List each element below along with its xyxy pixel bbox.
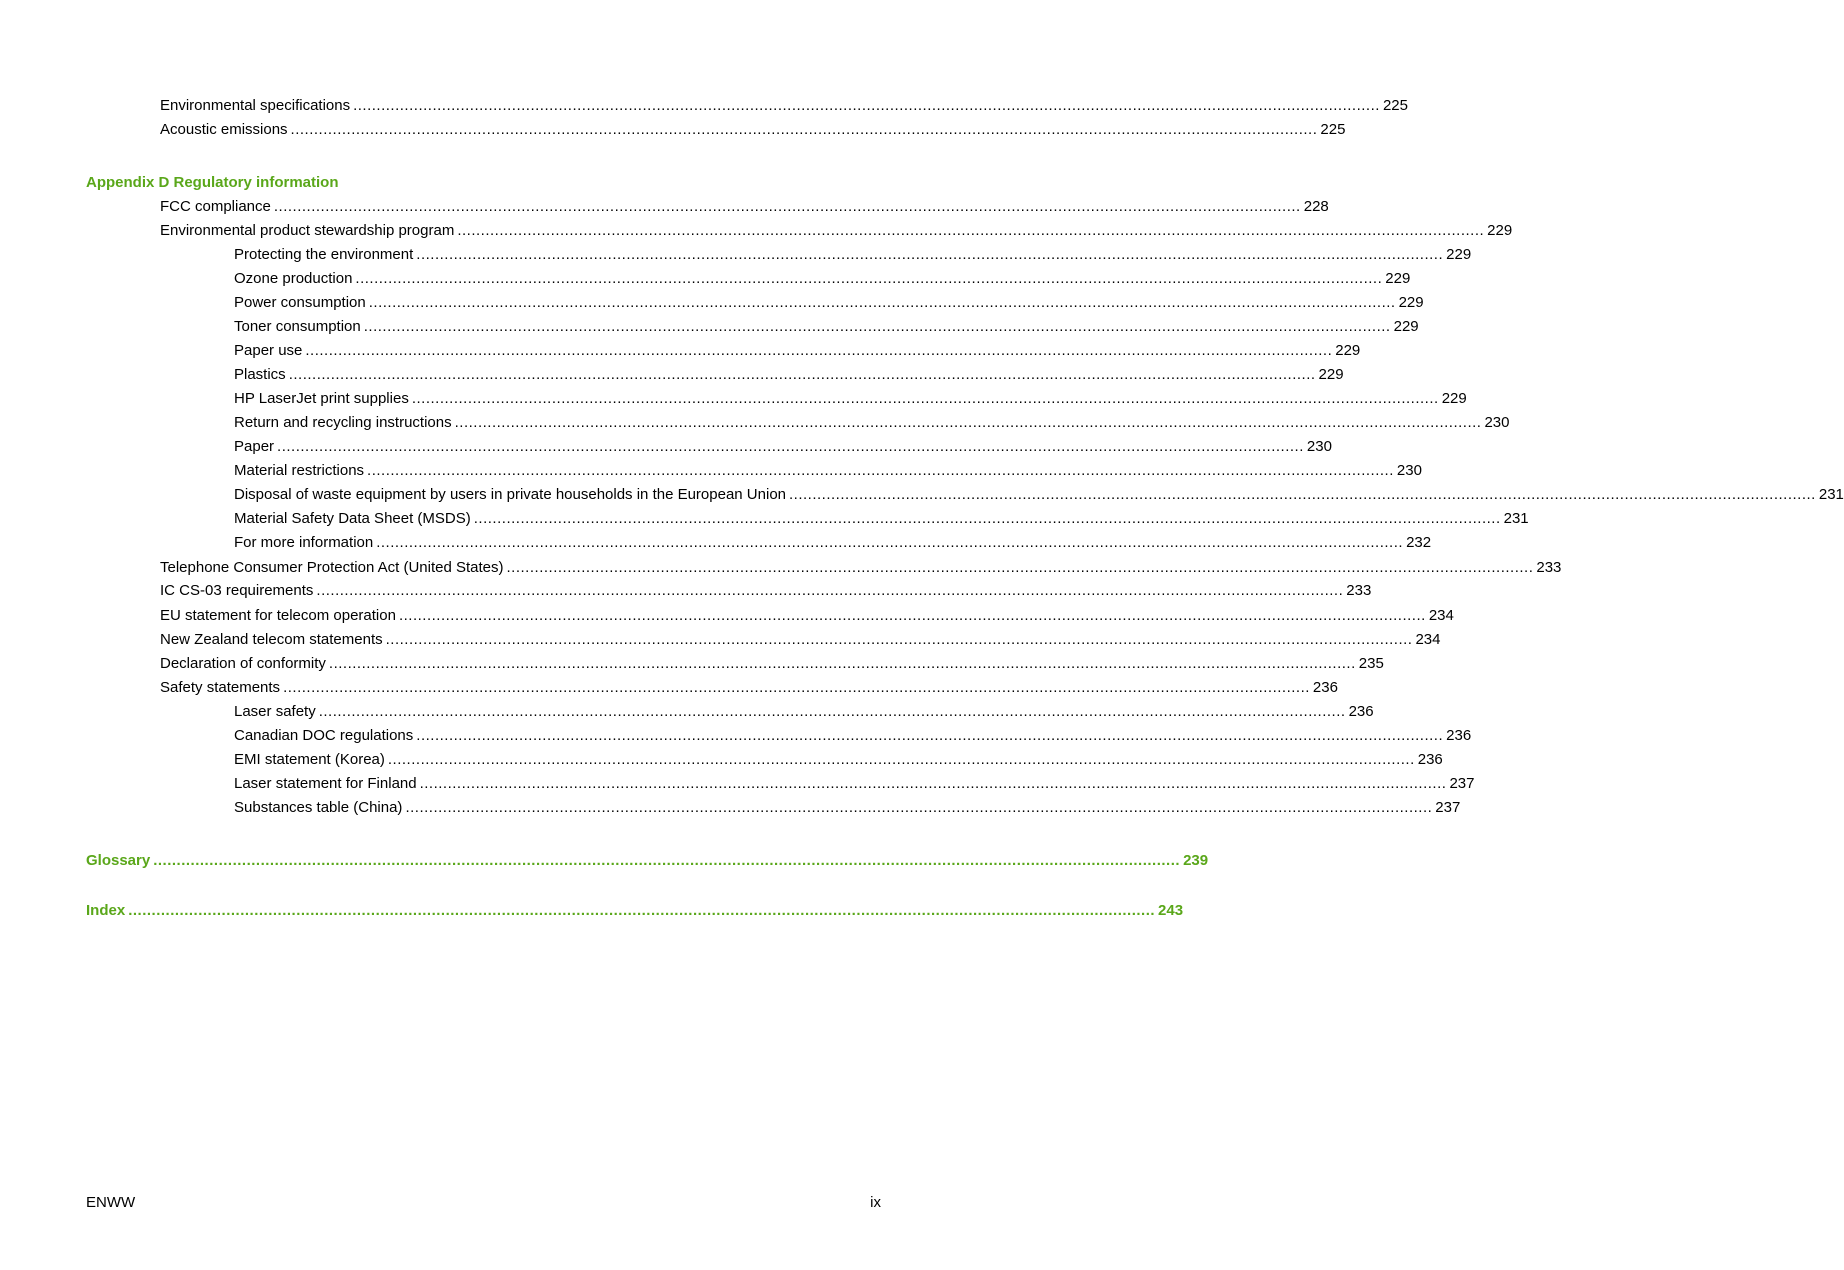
toc-entry[interactable] (160, 631, 1441, 649)
toc-entry[interactable] (234, 751, 1443, 769)
toc-entry[interactable] (234, 462, 1422, 480)
toc-entry-page: 234 (1415, 631, 1441, 648)
toc-leader-dots: ............................................................................................................................................................................................................................ (473, 510, 1501, 527)
toc-leader-dots: ............................................................................................................................................................................................................................ (316, 582, 1344, 599)
toc-entry-page: 232 (1406, 534, 1432, 551)
toc-index-entry[interactable] (86, 902, 1184, 920)
toc-leader-dots: ............................................................................................................................................................................................................................ (363, 318, 1391, 335)
toc-entry-title: Environmental product stewardship program (160, 222, 455, 239)
toc-leader-dots: ............................................................................................................................................................................................................................ (305, 342, 1333, 359)
toc-entry-title: Paper (234, 438, 275, 455)
toc-leader-dots: ............................................................................................................................................................................................................................ (128, 902, 1156, 919)
toc-entry-page: 233 (1536, 559, 1562, 576)
toc-entry-title: Safety statements (160, 679, 281, 696)
toc-entry-page: 231 (1818, 486, 1844, 503)
toc-leader-dots: ............................................................................................................................................................................................................................ (376, 534, 1404, 551)
toc-entry-title: Disposal of waste equipment by users in private households in the European Union (234, 486, 786, 503)
toc-entry-title: Toner consumption (234, 318, 361, 335)
toc-entry[interactable] (160, 559, 1562, 577)
toc-leader-dots: ............................................................................................................................................................................................................................ (288, 366, 1316, 383)
toc-leader-dots: ............................................................................................................................................................................................................................ (355, 270, 1383, 287)
toc-entry-page: 243 (1158, 902, 1184, 919)
toc-entry-title: Substances table (China) (234, 799, 403, 816)
toc-entry[interactable] (234, 390, 1467, 408)
toc-entry-title: New Zealand telecom statements (160, 631, 383, 648)
toc-leader-dots: ............................................................................................................................................................................................................................ (398, 607, 1426, 624)
toc-entry[interactable] (234, 414, 1510, 432)
toc-leader-dots: ............................................................................................................................................................................................................................ (387, 751, 1415, 768)
toc-entry-page: 231 (1503, 510, 1529, 527)
toc-entry-page: 229 (1487, 222, 1513, 239)
toc-entry-page: 229 (1398, 294, 1424, 311)
toc-entry-page: 225 (1320, 121, 1346, 138)
toc-entry[interactable] (234, 294, 1424, 312)
toc-entry-page: 230 (1306, 438, 1332, 455)
toc-entry-page: 236 (1348, 703, 1374, 720)
toc-leader-dots: ............................................................................................................................................................................................................................ (454, 414, 1482, 431)
toc-leader-dots: ............................................................................................................................................................................................................................ (411, 390, 1439, 407)
toc-entry[interactable] (234, 270, 1411, 288)
toc-entry[interactable] (234, 246, 1472, 264)
toc-glossary-entry[interactable] (86, 852, 1209, 870)
toc-entry[interactable] (234, 342, 1361, 360)
toc-entry[interactable] (160, 582, 1372, 600)
toc-entry-title: Paper use (234, 342, 303, 359)
toc-entry-page: 236 (1312, 679, 1338, 696)
toc-entry-page: 239 (1183, 852, 1209, 869)
toc-entry-title: Power consumption (234, 294, 366, 311)
toc-entry-page: 237 (1449, 775, 1475, 792)
toc-entry[interactable] (234, 727, 1472, 745)
toc-leader-dots: ............................................................................................................................................................................................................................ (457, 222, 1485, 239)
toc-entry[interactable] (234, 318, 1419, 336)
toc-entry-title: Laser safety (234, 703, 316, 720)
toc-entry-title: IC CS-03 requirements (160, 582, 314, 599)
toc-entry-page: 230 (1396, 462, 1422, 479)
toc-entry[interactable] (160, 679, 1338, 697)
toc-entry-title: Acoustic emissions (160, 121, 288, 138)
toc-entry-page: 234 (1428, 607, 1454, 624)
toc-leader-dots: ............................................................................................................................................................................................................................ (328, 655, 1356, 672)
toc-entry-page: 235 (1358, 655, 1384, 672)
toc-entry[interactable] (234, 775, 1475, 793)
toc-entry[interactable] (234, 438, 1332, 456)
toc-entry[interactable] (234, 534, 1432, 552)
toc-entry-page: 228 (1303, 198, 1329, 215)
toc-leader-dots: ............................................................................................................................................................................................................................ (290, 121, 1318, 138)
footer-page-number: ix (870, 1194, 881, 1211)
toc-entry-title: Canadian DOC regulations (234, 727, 414, 744)
toc-entry-title: Laser statement for Finland (234, 775, 417, 792)
toc-entry-title: Protecting the environment (234, 246, 414, 263)
toc-entry[interactable] (234, 486, 1844, 504)
toc-leader-dots: ............................................................................................................................................................................................................................ (277, 438, 1304, 455)
toc-entry-page: 229 (1385, 270, 1411, 287)
toc-entry-page: 229 (1393, 318, 1419, 335)
toc-entry-title: HP LaserJet print supplies (234, 390, 409, 407)
toc-leader-dots: ............................................................................................................................................................................................................................ (416, 246, 1444, 263)
toc-entry-page: 230 (1484, 414, 1510, 431)
toc-entry[interactable] (234, 703, 1374, 721)
toc-entry[interactable] (160, 655, 1384, 673)
toc-entry-title: Telephone Consumer Protection Act (United States) (160, 559, 504, 576)
toc-leader-dots: ............................................................................................................................................................................................................................ (273, 198, 1301, 215)
toc-leader-dots: ............................................................................................................................................................................................................................ (506, 559, 1534, 576)
toc-entry-page: 237 (1435, 799, 1461, 816)
toc-entry-page: 229 (1441, 390, 1467, 407)
toc-entry-title: Index (86, 902, 126, 919)
toc-entry-page: 225 (1382, 97, 1408, 114)
toc-leader-dots: ............................................................................................................................................................................................................................ (405, 799, 1433, 816)
toc-leader-dots: ............................................................................................................................................................................................................................ (385, 631, 1413, 648)
toc-entry-title: Declaration of conformity (160, 655, 326, 672)
toc-entry-page: 236 (1446, 727, 1472, 744)
toc-leader-dots: ............................................................................................................................................................................................................................ (367, 462, 1394, 479)
toc-entry[interactable] (160, 97, 1408, 115)
toc-leader-dots: ............................................................................................................................................................................................................................ (416, 727, 1444, 744)
toc-entry-title: Plastics (234, 366, 286, 383)
toc-leader-dots: ............................................................................................................................................................................................................................ (368, 294, 1396, 311)
toc-entry-title: For more information (234, 534, 374, 551)
toc-entry-title: Environmental specifications (160, 97, 351, 114)
toc-entry-page: 236 (1417, 751, 1443, 768)
toc-entry-title: EMI statement (Korea) (234, 751, 385, 768)
toc-entry-page: 233 (1346, 582, 1372, 599)
toc-entry[interactable] (160, 607, 1454, 625)
toc-entry[interactable] (234, 366, 1344, 384)
toc-entry[interactable] (234, 799, 1461, 817)
toc-entry-title: Ozone production (234, 270, 353, 287)
toc-entry-title: Material Safety Data Sheet (MSDS) (234, 510, 471, 527)
toc-entry-title: EU statement for telecom operation (160, 607, 396, 624)
appendix-d-heading[interactable]: Appendix D Regulatory information (86, 174, 339, 191)
toc-entry-title: FCC compliance (160, 198, 271, 215)
toc-entry-page: 229 (1446, 246, 1472, 263)
toc-entry-page: 229 (1335, 342, 1361, 359)
toc-leader-dots: ............................................................................................................................................................................................................................ (283, 679, 1310, 696)
toc-leader-dots: ............................................................................................................................................................................................................................ (353, 97, 1380, 114)
toc-entry[interactable] (160, 198, 1329, 216)
toc-leader-dots: ............................................................................................................................................................................................................................ (318, 703, 1346, 720)
toc-entry-title: Material restrictions (234, 462, 365, 479)
toc-entry[interactable] (160, 121, 1346, 139)
footer-edition-label: ENWW (86, 1194, 136, 1211)
toc-leader-dots: ............................................................................................................................................................................................................................ (789, 486, 1816, 503)
toc-leader-dots: ............................................................................................................................................................................................................................ (153, 852, 1181, 869)
toc-entry-title: Return and recycling instructions (234, 414, 452, 431)
toc-leader-dots: ............................................................................................................................................................................................................................ (419, 775, 1447, 792)
toc-entry[interactable] (234, 510, 1529, 528)
toc-entry-page: 229 (1318, 366, 1344, 383)
toc-entry-title: Glossary (86, 852, 151, 869)
toc-entry[interactable] (160, 222, 1513, 240)
